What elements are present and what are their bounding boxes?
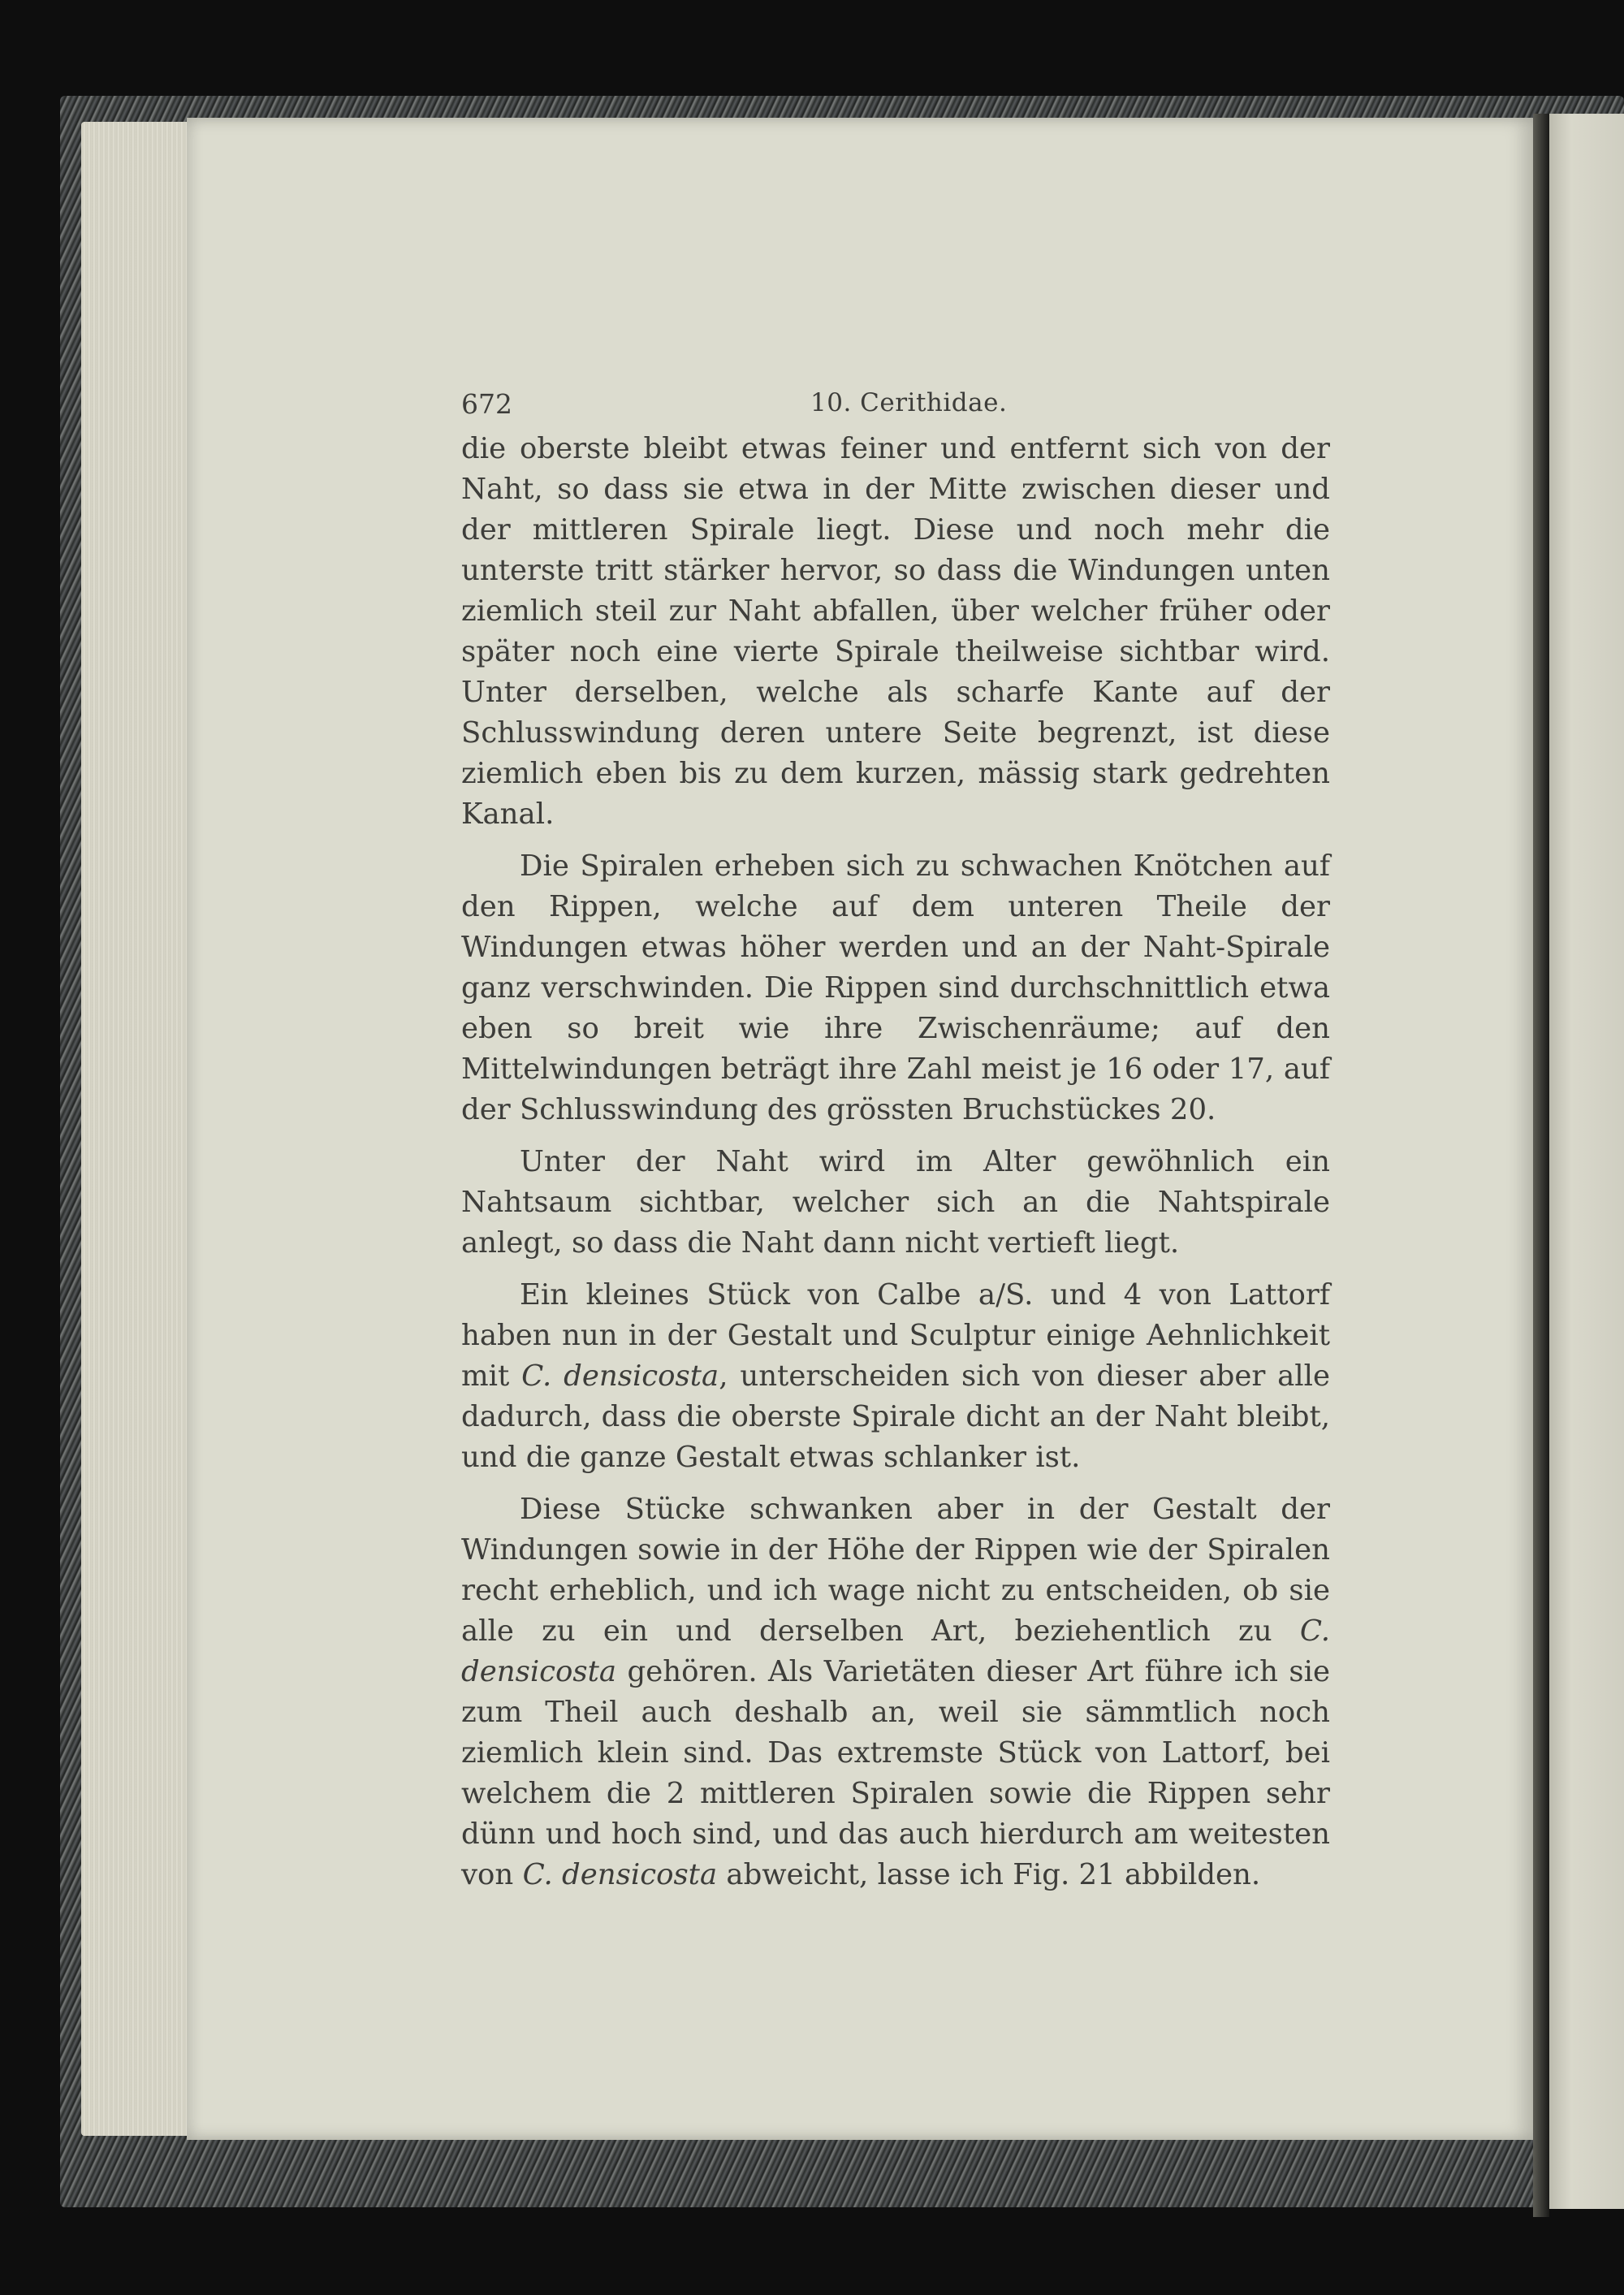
paragraph: [461, 429, 1330, 835]
paragraph-text: , unterscheiden sich von dieser aber alle dadurch, dass die oberste Spirale dicht an der Naht bleibt, und die ganze Gestalt etwas schlanker ist.: [461, 1359, 1331, 1474]
book-gutter: [1533, 114, 1549, 2217]
page-number: 672: [461, 388, 512, 420]
paragraph-text: Unter der Naht wird im Alter gewöhnlich ein Nahtsaum sichtbar, welcher sich an die Nahtspirale anlegt, so dass die Naht dann nicht vertieft liegt.: [461, 1145, 1330, 1260]
paragraph-text: Diese Stücke schwanken aber in der Gestalt der Windungen sowie in der Höhe der Rippen wie der Spiralen recht erheblich, und ich wage nicht zu entscheiden, ob sie alle zu ein und derselben Art, beziehentlich zu: [461, 1493, 1330, 1648]
paragraph-text: abweicht, lasse ich Fig. 21 abbilden.: [717, 1858, 1261, 1891]
paragraph: [461, 1489, 1330, 1895]
facing-page-edge: [1547, 114, 1624, 2209]
species-name: C. densicosta: [521, 1359, 719, 1393]
paragraph: [461, 1275, 1330, 1478]
paragraph-text: gehören. Als Varietäten dieser Art führe ich sie zum Theil auch deshalb an, weil sie sämmtlich noch ziemlich klein sind. Das extremste Stück von Lattorf, bei welchem die 2 mittleren Spiralen sowie die Rippen sehr dünn und hoch sind, und das auch hierdurch am weitesten von: [461, 1655, 1330, 1891]
paragraph-text: die oberste bleibt etwas feiner und entfernt sich von der Naht, so dass sie etwa in der Mitte zwischen dieser und der mittleren Spirale liegt. Diese und noch mehr die unterste tritt stärker hervor, so dass die Windungen unten ziemlich steil zur Naht abfallen, über welcher früher oder später noch eine vierte Spirale theilweise sichtbar wird. Unter derselben, welche als scharfe Kante auf der Schlusswindung deren untere Seite begrenzt, ist diese ziemlich eben bis zu dem kurzen, mässig stark gedrehten Kanal.: [461, 432, 1330, 831]
running-head: [461, 380, 1330, 429]
paragraph: [461, 846, 1330, 1130]
page-edges-left: [81, 122, 203, 2136]
text-block: [461, 380, 1330, 1907]
species-name: C. densicosta: [522, 1858, 718, 1891]
paragraph-text: Ein kleines Stück von Calbe a/S. und 4 von Lattorf haben nun in der Gestalt und Sculptur einige Aehnlichkeit mit: [461, 1278, 1330, 1393]
chapter-title: 10. Cerithidae.: [810, 388, 1008, 417]
paragraph-text: Die Spiralen erheben sich zu schwachen Knötchen auf den Rippen, welche auf dem unteren Theile der Windungen etwas höher werden und an der Naht-Spirale ganz verschwinden. Die Rippen sind durchschnittlich etwa eben so breit wie ihre Zwischenräume; auf den Mittelwindungen beträgt ihre Zahl meist je 16 oder 17, auf der Schlusswindung des grössten Bruchstückes 20.: [461, 849, 1330, 1126]
paragraph: [461, 1142, 1330, 1264]
body-text: [461, 429, 1330, 1895]
species-name: C. densicosta: [461, 1614, 1330, 1688]
